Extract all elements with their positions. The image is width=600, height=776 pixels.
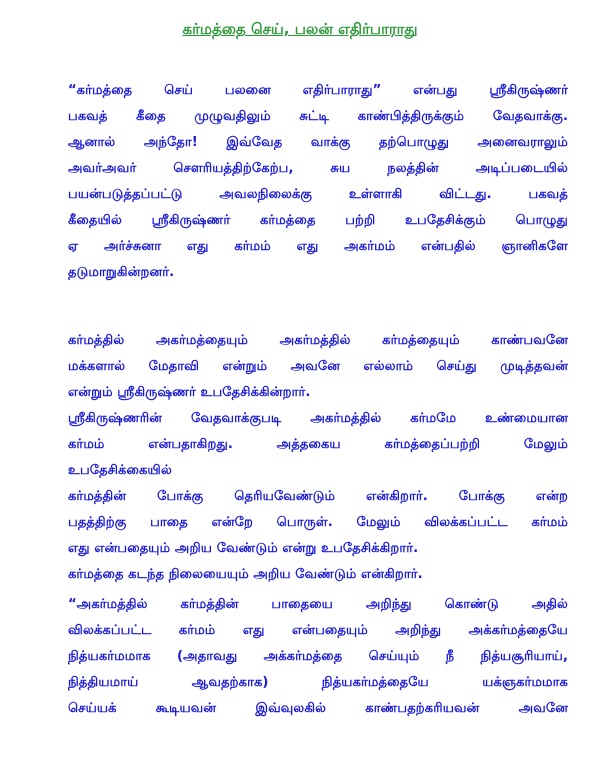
text-line: நித்யகர்மமாக (அதாவது அக்கர்மத்தை செய்யும் நீ நித்யசூரியாய், — [68, 649, 568, 664]
text-line: ஆனால் அந்தோ! இவ்வேத வாக்கு தற்பொழுது அனைவராலும் — [68, 135, 568, 150]
paragraph-5 — [68, 562, 568, 588]
paragraph-4 — [68, 484, 568, 562]
paragraph-1 — [68, 78, 568, 286]
text-line: அவர்அவர் சௌரியத்திற்கேற்ப, சுய நலத்தின் அடிப்படையில் — [68, 161, 568, 176]
text-line: பயன்படுத்தப்பட்டு அவலநிலைக்கு உள்ளாகி விட்டது. பகவத் — [68, 187, 568, 202]
text-line: பகவத் கீதை முழுவதிலும் சுட்டி காண்பித்திருக்கும் வேதவாக்கு. — [68, 109, 568, 124]
text-line: என்றும் ஸ்ரீகிருஷ்ணர் உபதேசிக்கின்றார். — [68, 385, 311, 400]
paragraph-3 — [68, 406, 568, 484]
text-line: தடுமாறுகின்றனர். — [68, 265, 175, 280]
text-line: உபதேசிக்கையில் — [68, 463, 172, 478]
text-line: எது என்பதையும் அறிய வேண்டும் என்று உபதேசிக்கிறார். — [68, 541, 419, 556]
text-line: கர்மத்தில் அகர்மத்தையும் அகர்மத்தில் கர்மத்தையும் காண்பவனே — [68, 333, 568, 348]
text-line: கர்மத்தின் போக்கு தெரியவேண்டும் என்கிறார். போக்கு என்ற — [68, 489, 568, 504]
text-line: பதத்திற்கு பாதை என்றே பொருள். மேலும் விலக்கப்பட்ட கர்மம் — [68, 515, 568, 530]
text-line: கீதையில் ஸ்ரீகிருஷ்ணர் கர்மத்தை பற்றி உபதேசிக்கும் பொழுது — [68, 213, 568, 228]
text-line: நித்தியமாய் ஆவதற்காக) நித்யகர்மத்தையே யக்ஞகர்மமாக — [68, 675, 568, 690]
text-line: “அகர்மத்தில் கர்மத்தின் பாதையை அறிந்து கொண்டு அதில் — [68, 597, 568, 612]
text-line: மக்களால் மேதாவி என்றும் அவனே எல்லாம் செய்து முடித்தவன் — [68, 359, 568, 374]
text-line: கர்மம் என்பதாகிறது. அத்தகைய கர்மத்தைப்பற்றி மேலும் — [68, 437, 568, 452]
paragraph-6 — [68, 592, 568, 722]
text-line: செய்யக் கூடியவன் இவ்வுலகில் காண்பதற்கரியவன் அவனே — [68, 701, 568, 716]
text-line: ஏ அர்ச்சுனா எது கர்மம் எது அகர்மம் என்பதில் ஞானிகளே — [68, 239, 568, 254]
text-line: கர்மத்தை கடந்த நிலையையும் அறிய வேண்டும் என்கிறார். — [68, 567, 423, 582]
text-line: விலக்கப்பட்ட கர்மம் எது என்பதையும் அறிந்து அக்கர்மத்தையே — [68, 623, 568, 638]
text-line: ஸ்ரீகிருஷ்ணரின் வேதவாக்குபடி அகர்மத்தில் கர்மமே உண்மையான — [68, 411, 568, 426]
page-title: கர்மத்தை செய், பலன் எதிர்பாராது — [182, 20, 418, 38]
paragraph-2 — [68, 328, 568, 406]
text-line: “கர்மத்தை செய் பலனை எதிர்பாராது” என்பது ஸ்ரீகிருஷ்ணர் — [68, 83, 568, 98]
